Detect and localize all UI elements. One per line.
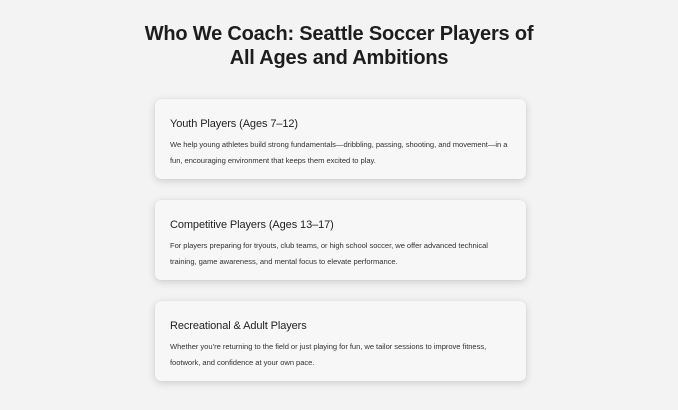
card-description: We help young athletes build strong fundamentals—dribbling, passing, shooting, and movement—in a fun, encouraging environment that keeps them excited to play.	[170, 140, 508, 165]
section-title-line-1: Who We Coach: Seattle Soccer Players of	[144, 23, 534, 45]
card-heading: Recreational & Adult Players	[170, 320, 307, 332]
card-recreational-adult-players	[155, 301, 526, 381]
section-title	[0, 22, 678, 70]
card-description: Whether you’re returning to the field or just playing for fun, we tailor sessions to improve fitness, footwork, and confidence at your own pace.	[170, 342, 487, 367]
card-heading: Competitive Players (Ages 13–17)	[170, 219, 334, 231]
card-competitive-players	[155, 200, 526, 280]
card-heading: Youth Players (Ages 7–12)	[170, 118, 298, 130]
section-title-line-2: All Ages and Ambitions	[229, 47, 449, 69]
card-description: For players preparing for tryouts, club teams, or high school soccer, we offer advanced technical training, game awareness, and mental focus to elevate performance.	[170, 241, 488, 266]
card-youth-players	[155, 99, 526, 179]
